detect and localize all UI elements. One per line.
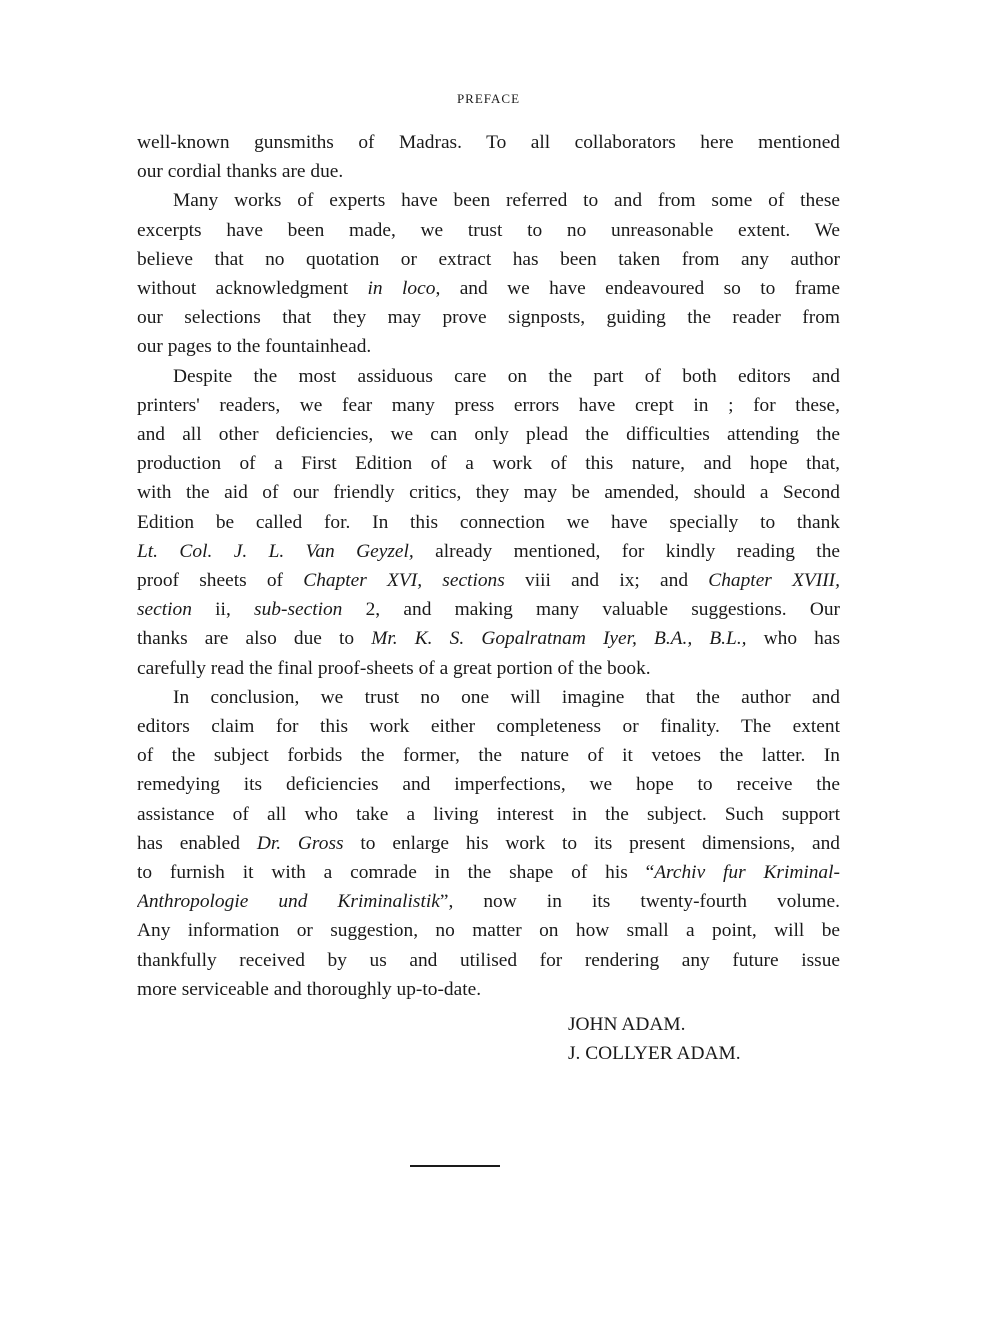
italic-text: Chapter XVIII, bbox=[708, 570, 840, 592]
text-line bbox=[137, 420, 840, 449]
text-run: printers' readers, we fear many press errors have crept in ; for these, bbox=[137, 394, 840, 416]
text-run: Despite the most assiduous care on the part of both editors and bbox=[173, 365, 840, 387]
text-line bbox=[137, 508, 840, 537]
text-line bbox=[137, 887, 840, 916]
text-line bbox=[137, 770, 840, 799]
text-line bbox=[137, 478, 840, 507]
text-run: proof sheets of bbox=[137, 570, 304, 592]
text-run: Edition be called for. In this connection we have specially to thank bbox=[137, 511, 840, 533]
text-run: remedying its deficiencies and imperfections, we hope to receive the bbox=[137, 774, 840, 796]
text-line bbox=[137, 916, 840, 945]
text-run: well-known gunsmiths of Madras. To all collaborators here mentioned bbox=[137, 132, 840, 153]
text-run: to enlarge his work to its present dimensions, and bbox=[343, 832, 840, 854]
text-line bbox=[137, 449, 840, 478]
text-run: has enabled bbox=[137, 832, 257, 854]
text-run: without acknowledgment bbox=[137, 278, 368, 300]
text-run: thanks are also due to bbox=[137, 628, 372, 650]
text-run: 2, and making many valuable suggestions. Our bbox=[342, 599, 840, 621]
text-run: and all other deficiencies, we can only plead the difficulties attending the bbox=[137, 424, 840, 446]
text-run: ii, bbox=[191, 599, 255, 621]
italic-text: Chapter XVI, sections bbox=[303, 570, 505, 592]
italic-text: Anthropologie und Kriminalistik bbox=[137, 891, 440, 913]
preface-body bbox=[137, 128, 840, 1004]
text-run: excerpts have been made, we trust to no unreasonable extent. We bbox=[137, 219, 840, 241]
text-line bbox=[137, 829, 840, 858]
text-run: production of a First Edition of a work of this nature, and hope that, bbox=[137, 453, 840, 475]
text-line bbox=[137, 800, 840, 829]
text-line bbox=[137, 566, 840, 595]
italic-text: Mr. K. S. Gopalratnam Iyer, B.A., B.L., bbox=[371, 628, 747, 650]
text-run: our pages to the fountainhead. bbox=[137, 336, 372, 358]
italic-text: in loco bbox=[367, 278, 436, 300]
signature-j-collyer-adam: J. COLLYER ADAM. bbox=[568, 1043, 741, 1064]
text-run: thankfully received by us and utilised for rendering any future issue bbox=[137, 949, 840, 971]
text-run: to furnish it with a comrade in the shape of his “ bbox=[137, 862, 655, 884]
italic-text: Lt. Col. J. L. Van Geyzel, bbox=[137, 540, 414, 562]
italic-text: Dr. Gross bbox=[256, 832, 344, 854]
text-line bbox=[137, 303, 840, 332]
text-run: Any information or suggestion, no matter on how small a point, will be bbox=[137, 920, 840, 942]
text-run: In conclusion, we trust no one will imagine that the author and bbox=[173, 686, 840, 708]
text-run: believe that no quotation or extract has been taken from any author bbox=[137, 248, 840, 270]
text-line bbox=[137, 595, 840, 624]
text-run: carefully read the final proof-sheets of a great portion of the book. bbox=[137, 657, 651, 679]
text-run: with the aid of our friendly critics, they may be amended, should a Second bbox=[137, 482, 840, 504]
text-run: , and we have endeavoured so to frame bbox=[435, 278, 840, 300]
text-line bbox=[137, 654, 840, 683]
text-run: assistance of all who take a living interest in the subject. Such support bbox=[137, 803, 840, 825]
text-line bbox=[137, 157, 840, 186]
text-line bbox=[137, 391, 840, 420]
text-run: who has bbox=[746, 628, 840, 650]
signature-block bbox=[568, 1010, 741, 1068]
text-run: more serviceable and thoroughly up-to-date. bbox=[137, 978, 482, 1000]
text-run: editors claim for this work either completeness or finality. The extent bbox=[137, 716, 840, 738]
text-line bbox=[137, 186, 840, 215]
text-line bbox=[137, 975, 840, 1004]
text-run: ”, now in its twenty-fourth volume. bbox=[439, 891, 840, 913]
text-line bbox=[137, 332, 840, 361]
text-line bbox=[137, 712, 840, 741]
running-title: PREFACE bbox=[456, 91, 521, 106]
text-line bbox=[137, 537, 840, 566]
text-run: already mentioned, for kindly reading the bbox=[413, 540, 840, 562]
text-line bbox=[137, 946, 840, 975]
text-line bbox=[137, 858, 840, 887]
signature-john-adam: JOHN ADAM. bbox=[568, 1014, 686, 1035]
text-line bbox=[137, 128, 840, 157]
text-run: viii and ix; and bbox=[504, 570, 709, 592]
text-line bbox=[137, 683, 840, 712]
text-line bbox=[137, 216, 840, 245]
italic-text: sub-section bbox=[254, 599, 343, 621]
text-run: our selections that they may prove signposts, guiding the reader from bbox=[137, 307, 840, 329]
text-line bbox=[137, 624, 840, 653]
text-run: of the subject forbids the former, the nature of it vetoes the latter. In bbox=[137, 745, 840, 767]
text-line bbox=[137, 245, 840, 274]
text-line bbox=[137, 362, 840, 391]
italic-text: Archiv fur Kriminal- bbox=[654, 862, 840, 884]
text-line bbox=[137, 741, 840, 770]
text-run: Many works of experts have been referred to and from some of these bbox=[173, 190, 840, 212]
closing-rule bbox=[410, 1165, 500, 1167]
text-run: our cordial thanks are due. bbox=[137, 161, 344, 183]
text-line bbox=[137, 274, 840, 303]
italic-text: section bbox=[137, 599, 192, 621]
